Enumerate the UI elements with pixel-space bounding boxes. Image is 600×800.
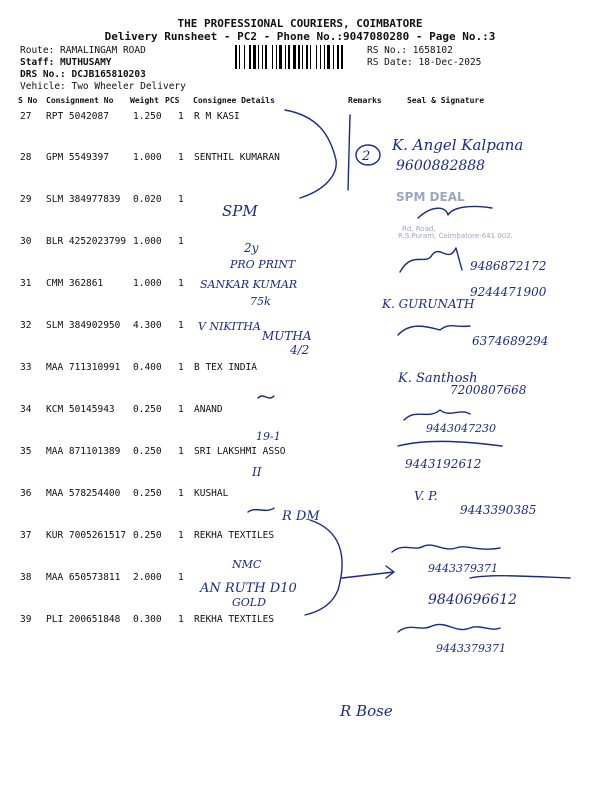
hw-r29-a: SPM [222, 202, 258, 220]
barcode-bar [262, 45, 263, 69]
row-consignment: SLM 384902950 [46, 320, 121, 331]
row-pcs: 1 [178, 446, 184, 457]
row-sno: 29 [20, 194, 32, 205]
rs-number: RS No.: 1658102 [367, 45, 453, 56]
row-consignee: SENTHIL KUMARAN [194, 152, 280, 163]
row-weight: 0.400 [133, 362, 162, 373]
hw-r30-a: 2y [244, 241, 259, 255]
row-weight: 1.250 [133, 111, 162, 122]
table-row [0, 194, 600, 236]
row-weight: 0.250 [133, 446, 162, 457]
table-row [0, 446, 600, 488]
barcode-bar [285, 45, 286, 69]
row-pcs: 1 [178, 572, 184, 583]
row-consignment: KUR 7005261517 [46, 530, 127, 541]
barcode-bar [293, 45, 296, 69]
hw-r28-phone: 9600882888 [396, 158, 486, 174]
table-row [0, 404, 600, 446]
barcode-bar [306, 45, 308, 69]
drs-number: DRS No.: DCJB165810203 [20, 69, 146, 80]
row-pcs: 1 [178, 362, 184, 373]
table-row [0, 236, 600, 278]
col-header-sno: S No [18, 96, 38, 105]
hw-r39-phone: 9443379371 [436, 642, 506, 655]
table-row [0, 111, 600, 153]
rs-date: RS Date: 18-Dec-2025 [367, 57, 482, 68]
row-sno: 38 [20, 572, 32, 583]
barcode-bar [235, 45, 237, 69]
barcode-bar [324, 45, 325, 69]
row-sno: 31 [20, 278, 32, 289]
row-consignee: SRI LAKSHMI ASSO [194, 446, 286, 457]
barcode-bar [253, 45, 256, 69]
barcode-bar [302, 45, 303, 69]
hw-r32-a: V NIKITHA [198, 320, 261, 333]
row-weight: 4.300 [133, 320, 162, 331]
hw-r30-phone: 9486872172 [470, 259, 547, 273]
hw-bottom-signature: R Bose [340, 702, 393, 720]
row-consignment: RPT 5042087 [46, 111, 109, 122]
row-pcs: 1 [178, 614, 184, 625]
table-row [0, 278, 600, 320]
hw-r35-phone: 9443192612 [405, 457, 482, 471]
row-pcs: 1 [178, 530, 184, 541]
hw-r38-a: AN RUTH D10 [200, 581, 297, 596]
row-weight: 1.000 [133, 152, 162, 163]
row-sno: 33 [20, 362, 32, 373]
hw-r28-circle: 2 [362, 149, 371, 164]
barcode-bar [310, 45, 311, 69]
row-consignment: BLR 4252023799 [46, 236, 127, 247]
barcode-bar [249, 45, 251, 69]
hw-r37-a: R DM [282, 509, 320, 524]
col-header-weight: Weight [130, 96, 159, 105]
hw-r34-a: 19-1 [256, 430, 281, 443]
stamp-line-1: SPM DEAL [396, 190, 465, 204]
hw-r31-a: SANKAR KUMAR [200, 278, 298, 291]
row-consignee: KUSHAL [194, 488, 229, 499]
hw-r39-b: 9443379371 [428, 562, 498, 575]
row-consignee: REKHA TEXTILES [194, 614, 275, 625]
barcode-bar [239, 45, 240, 69]
table-row [0, 488, 600, 530]
hw-r32-phone: 6374689294 [472, 334, 549, 348]
hw-r31-phone: 9244471900 [470, 285, 547, 299]
col-header-seal: Seal & Signature [407, 96, 485, 105]
hw-r38-b: GOLD [232, 596, 266, 609]
row-consignment: PLI 200651848 [46, 614, 121, 625]
row-consignment: MAA 650573811 [46, 572, 121, 583]
hw-r36-phone: 9443390385 [460, 503, 537, 517]
row-sno: 34 [20, 404, 32, 415]
table-row [0, 530, 600, 572]
row-pcs: 1 [178, 404, 184, 415]
hw-r28-name: K. Angel Kalpana [392, 136, 524, 154]
hw-r31-name: K. GURUNATH [382, 297, 475, 311]
barcode-bar [298, 45, 300, 69]
route-label: Route: RAMALINGAM ROAD [20, 45, 146, 56]
row-weight: 1.000 [133, 278, 162, 289]
row-consignment: SLM 384977839 [46, 194, 121, 205]
row-sno: 37 [20, 530, 32, 541]
barcode-bar [276, 45, 277, 69]
row-consignment: CMM 362861 [46, 278, 104, 289]
barcode-bar [341, 45, 343, 69]
col-header-consignment: Consignment No [46, 96, 114, 105]
barcode-bar [327, 45, 330, 69]
row-consignment: MAA 578254400 [46, 488, 121, 499]
row-pcs: 1 [178, 320, 184, 331]
row-sno: 30 [20, 236, 32, 247]
row-pcs: 1 [178, 236, 184, 247]
row-consignee: B TEX INDIA [194, 362, 257, 373]
row-consignment: MAA 871101389 [46, 446, 121, 457]
table-row [0, 572, 600, 614]
row-sno: 39 [20, 614, 32, 625]
barcode-bar [337, 45, 339, 69]
table-row [0, 614, 600, 656]
row-sno: 36 [20, 488, 32, 499]
barcode-bar [272, 45, 273, 69]
barcode-bar [333, 45, 334, 69]
row-sno: 32 [20, 320, 32, 331]
vehicle-label: Vehicle: Two Wheeler Delivery [20, 81, 186, 92]
row-consignment: GPM 5549397 [46, 152, 109, 163]
hw-r31-b: 75k [250, 295, 271, 308]
barcode-bar [258, 45, 259, 69]
hw-r33-phone: 7200807668 [450, 383, 527, 397]
barcode [235, 45, 363, 69]
hw-r32-b: MUTHA [262, 329, 312, 343]
hw-r33-name: K. Santhosh [398, 371, 478, 386]
barcode-bar [316, 45, 317, 69]
barcode-bar [244, 45, 245, 69]
stamp-line-2: Rd, Road, [402, 225, 436, 233]
barcode-bar [279, 45, 282, 69]
row-weight: 0.020 [133, 194, 162, 205]
col-header-pcs: PCS [165, 96, 180, 105]
row-consignment: MAA 711310991 [46, 362, 121, 373]
row-sno: 35 [20, 446, 32, 457]
row-pcs: 1 [178, 152, 184, 163]
row-consignee: ANAND [194, 404, 223, 415]
hw-r35-a: II [252, 465, 262, 479]
row-pcs: 1 [178, 111, 184, 122]
hw-r38-phone: 9840696612 [428, 592, 518, 608]
row-weight: 0.250 [133, 530, 162, 541]
row-weight: 0.250 [133, 404, 162, 415]
runsheet-subtitle: Delivery Runsheet - PC2 - Phone No.:9047080280 - Page No.:3 [104, 30, 496, 43]
row-weight: 2.000 [133, 572, 162, 583]
row-pcs: 1 [178, 278, 184, 289]
row-sno: 27 [20, 111, 32, 122]
row-weight: 0.250 [133, 488, 162, 499]
row-weight: 1.000 [133, 236, 162, 247]
table-row [0, 320, 600, 362]
row-pcs: 1 [178, 488, 184, 499]
row-sno: 28 [20, 152, 32, 163]
row-consignment: KCM 50145943 [46, 404, 115, 415]
barcode-bar [265, 45, 267, 69]
col-header-consignee: Consignee Details [193, 96, 275, 105]
table-row [0, 152, 600, 194]
hw-r30-b: PRO PRINT [230, 258, 296, 271]
row-consignee: R M KASI [194, 111, 240, 122]
company-title: THE PROFESSIONAL COURIERS, COIMBATORE [177, 17, 423, 30]
stamp-line-3: R.S.Puram, Coimbatore-641 002. [398, 232, 513, 240]
table-row [0, 362, 600, 404]
barcode-bar [288, 45, 290, 69]
barcode-bar [320, 45, 321, 69]
hw-r36-a: V. P. [414, 489, 438, 503]
row-weight: 0.300 [133, 614, 162, 625]
hw-r34-phone: 9443047230 [426, 422, 496, 435]
row-consignee: REKHA TEXTILES [194, 530, 275, 541]
hw-r38-nmc: NMC [232, 558, 262, 571]
hw-r32-c: 4/2 [290, 343, 310, 357]
col-header-remarks: Remarks [348, 96, 382, 105]
row-pcs: 1 [178, 194, 184, 205]
staff-label: Staff: MUTHUSAMY [20, 57, 112, 68]
